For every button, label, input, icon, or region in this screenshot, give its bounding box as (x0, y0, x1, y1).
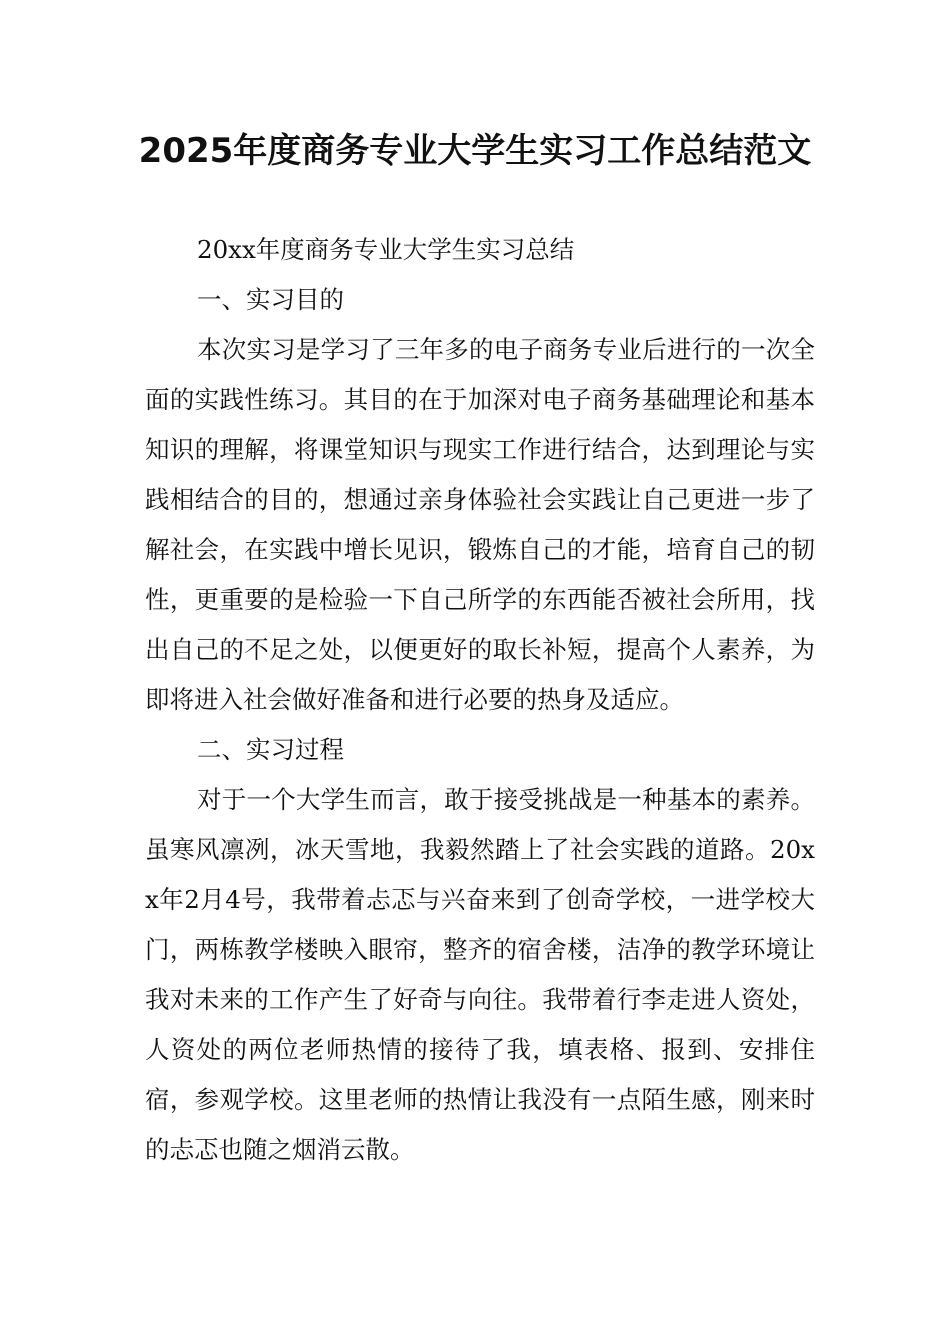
section-paragraph-process: 对于一个大学生而言，敢于接受挑战是一种基本的素养。虽寒风凛冽，冰天雪地，我毅然踏上了社会实践的道路。20xx年2月4号，我带着忐忑与兴奋来到了创奇学校，一进学校大门，两栋教学楼映入眼帘，整齐的宿舍楼，洁净的教学环境让我对未来的工作产生了好奇与向往。我带着行李走进人资处，人资处的两位老师热情的接待了我，填表格、报到、安排住宿，参观学校。这里老师的热情让我没有一点陌生感，刚来时的忐忑也随之烟消云散。 (145, 785, 815, 1164)
document-body (145, 225, 815, 1175)
section-heading-process: 二、实习过程 (197, 735, 344, 764)
document-title: 2025年度商务专业大学生实习工作总结范文 (138, 131, 812, 171)
section-paragraph-purpose: 本次实习是学习了三年多的电子商务专业后进行的一次全面的实践性练习。其目的在于加深对电子商务基础理论和基本知识的理解，将课堂知识与现实工作进行结合，达到理论与实践相结合的目的，想通过亲身体验社会实践让自己更进一步了解社会，在实践中增长见识，锻炼自己的才能，培育自己的韧性，更重要的是检验一下自己所学的东西能否被社会所用，找出自己的不足之处，以便更好的取长补短，提高个人素养，为即将进入社会做好准备和进行必要的热身及适应。 (145, 335, 815, 714)
section-heading-purpose: 一、实习目的 (197, 285, 344, 314)
document-subtitle: 20xx年度商务专业大学生实习总结 (197, 235, 575, 264)
